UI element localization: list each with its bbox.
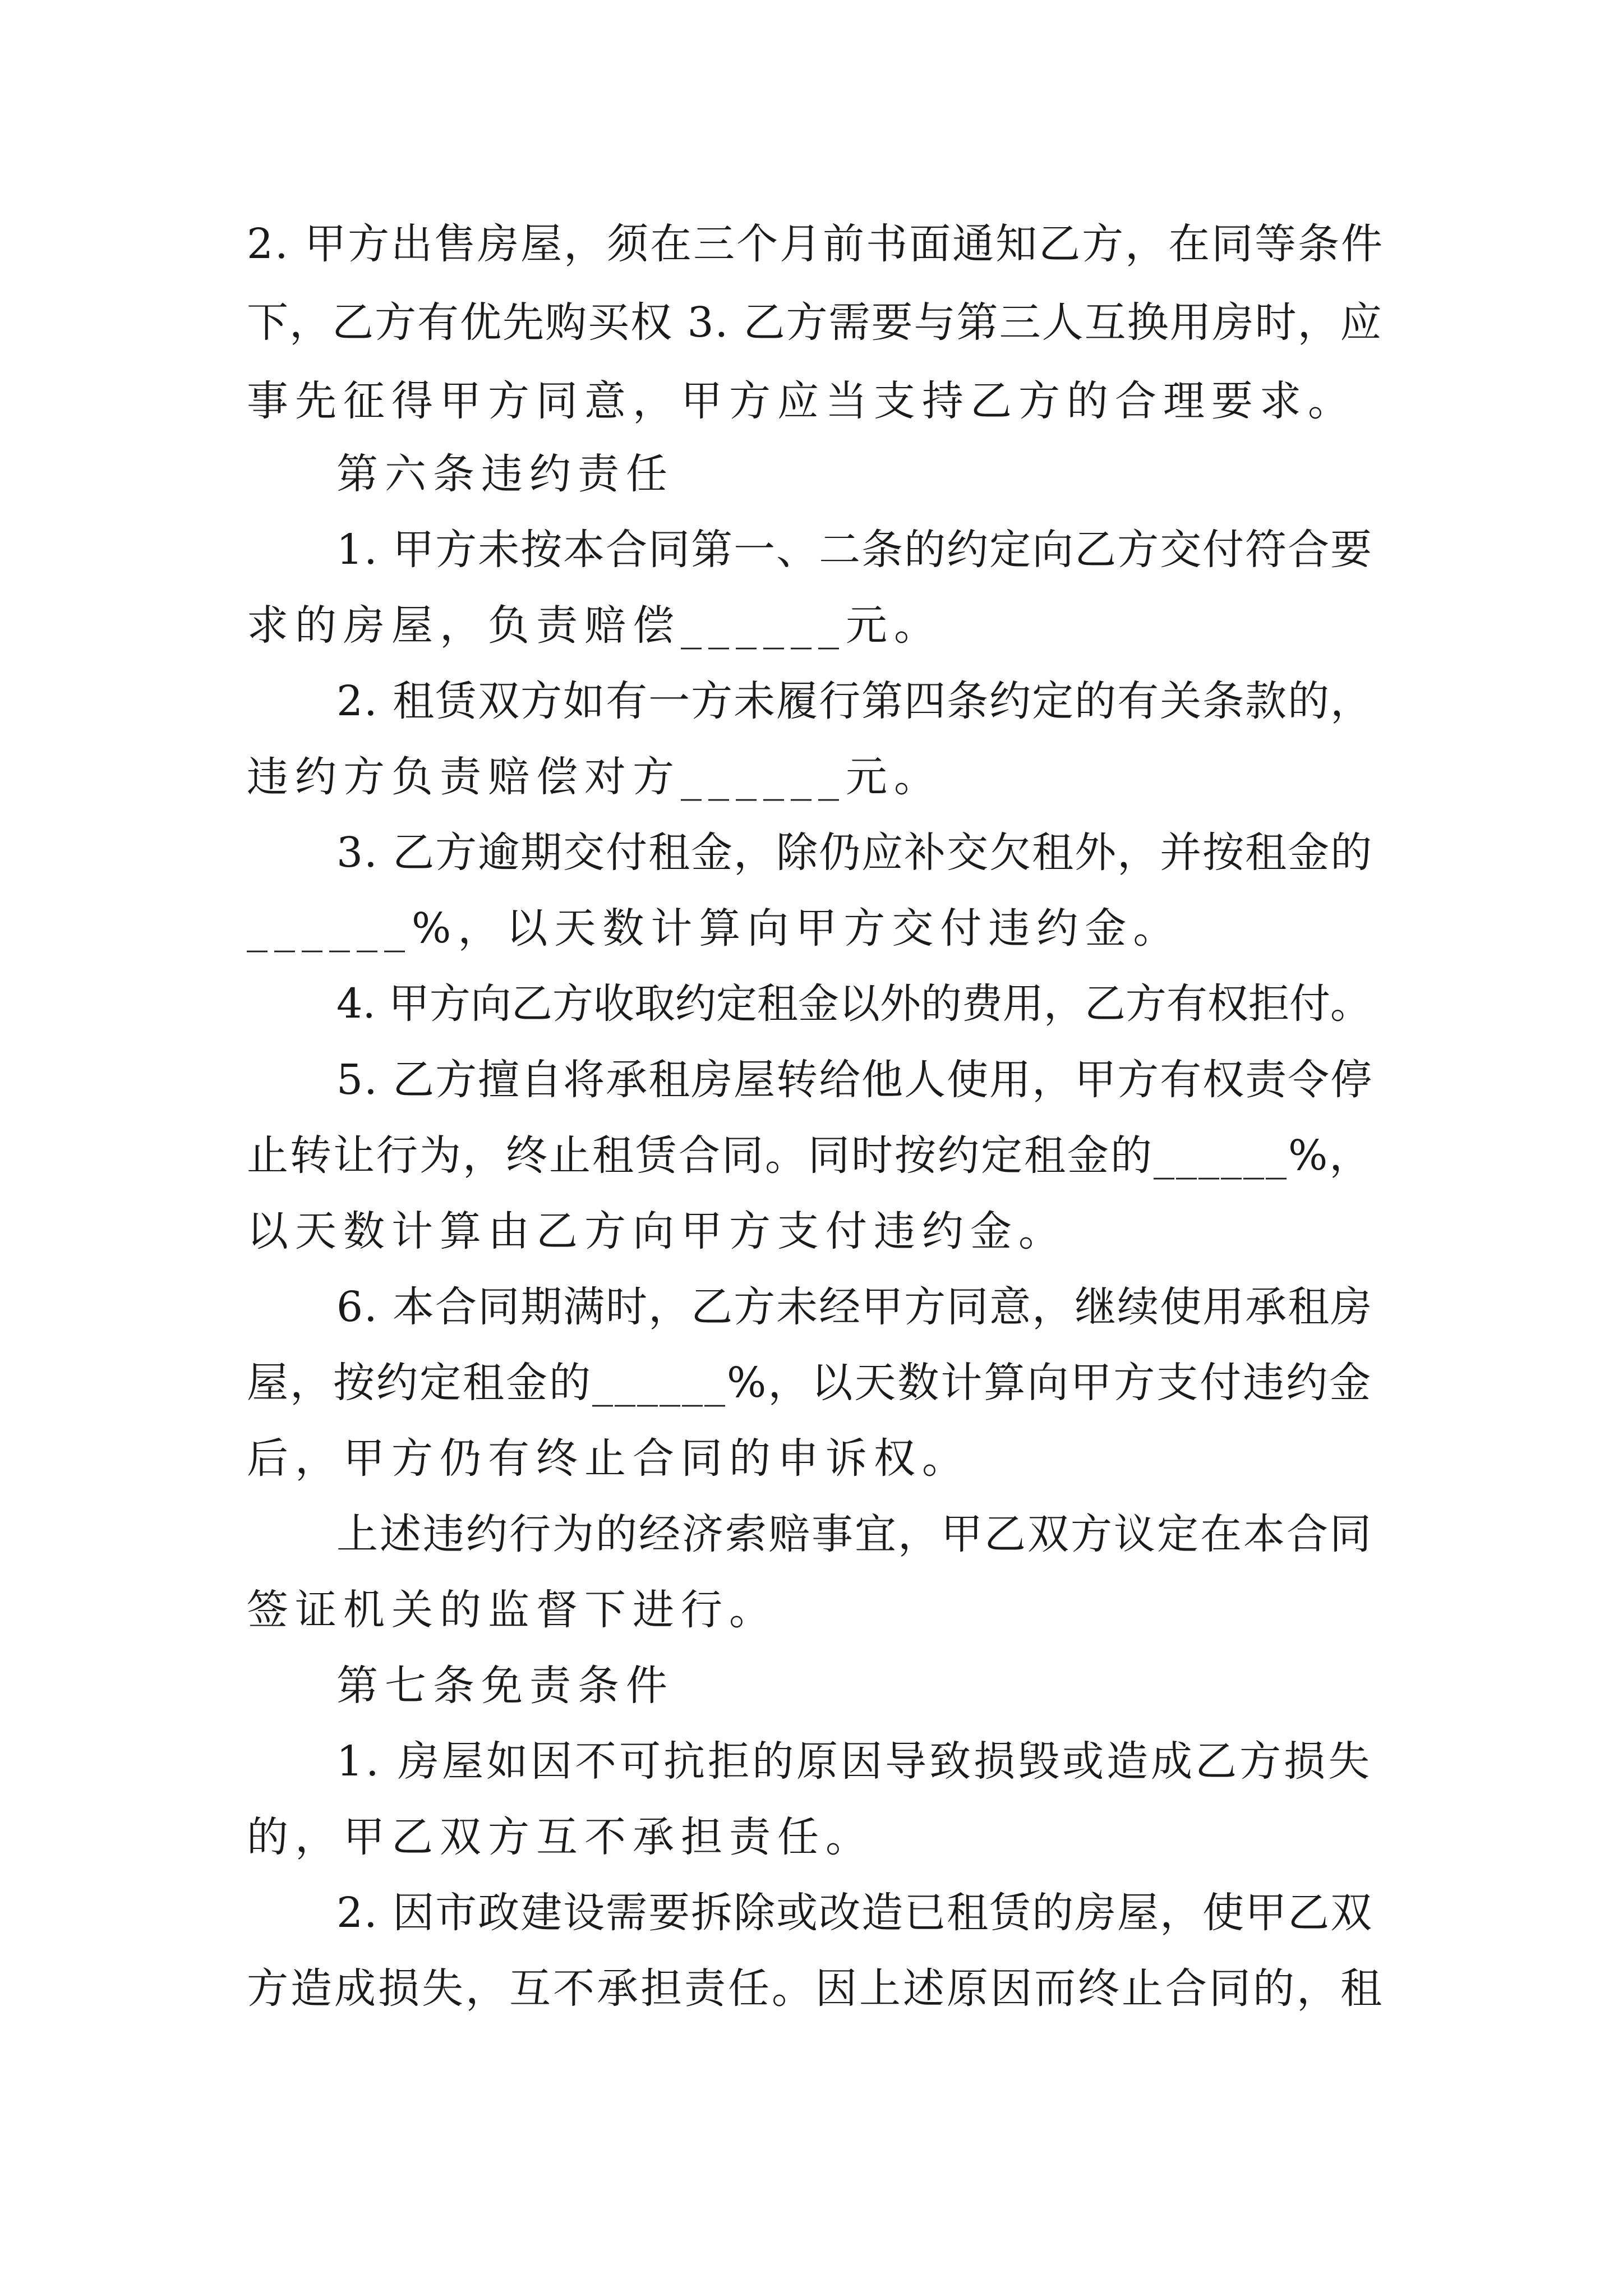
text-line: ______%，以天数计算向甲方交付违约金。 xyxy=(247,904,1182,953)
text-line: 2. 租赁双方如有一方未履行第四条约定的有关条款的， xyxy=(336,677,1373,725)
text-line: 签证机关的监督下进行。 xyxy=(247,1586,777,1634)
text-line: 5. 乙方擅自将承租房屋转给他人使用，甲方有权责令停 xyxy=(336,1056,1373,1104)
text-line: 3. 乙方逾期交付租金，除仍应补交欠租外，并按租金的 xyxy=(336,829,1373,877)
text-line: 屋，按约定租金的______%，以天数计算向甲方支付违约金 xyxy=(247,1359,1373,1407)
text-line: 违约方负责赔偿对方______元。 xyxy=(247,753,942,801)
text-line: 4. 甲方向乙方收取约定租金以外的费用，乙方有权拒付。 xyxy=(336,980,1371,1028)
text-line: 2. 甲方出售房屋，须在三个月前书面通知乙方，在同等条件 xyxy=(247,220,1385,268)
text-line: 的，甲乙双方互不承担责任。 xyxy=(247,1813,874,1861)
text-line: 下，乙方有优先购买权 3. 乙方需要与第三人互换用房时，应 xyxy=(247,298,1383,347)
text-line: 事先征得甲方同意，甲方应当支持乙方的合理要求。 xyxy=(247,377,1356,425)
section-heading: 第六条违约责任 xyxy=(336,450,674,498)
section-heading: 第七条免责条件 xyxy=(336,1662,674,1710)
text-line: 上述违约行为的经济索赔事宜，甲乙双方议定在本合同 xyxy=(336,1510,1373,1558)
text-line: 求的房屋，负责赔偿______元。 xyxy=(247,601,942,650)
text-line: 1. 甲方未按本合同第一、二条的约定向乙方交付符合要 xyxy=(336,526,1373,574)
text-line: 6. 本合同期满时，乙方未经甲方同意，继续使用承租房 xyxy=(336,1283,1373,1331)
text-line: 以天数计算由乙方向甲方支付违约金。 xyxy=(247,1207,1067,1255)
text-line: 方造成损失，互不承担责任。因上述原因而终止合同的，租 xyxy=(247,1964,1384,2013)
text-line: 2. 因市政建设需要拆除或改造已租赁的房屋，使甲乙双 xyxy=(336,1889,1373,1937)
text-line: 1. 房屋如因不可抗拒的原因导致损毁或造成乙方损失 xyxy=(336,1737,1373,1786)
text-line: 止转让行为，终止租赁合同。同时按约定租金的______%， xyxy=(247,1131,1373,1180)
text-line: 后，甲方仍有终止合同的申诉权。 xyxy=(247,1434,970,1483)
